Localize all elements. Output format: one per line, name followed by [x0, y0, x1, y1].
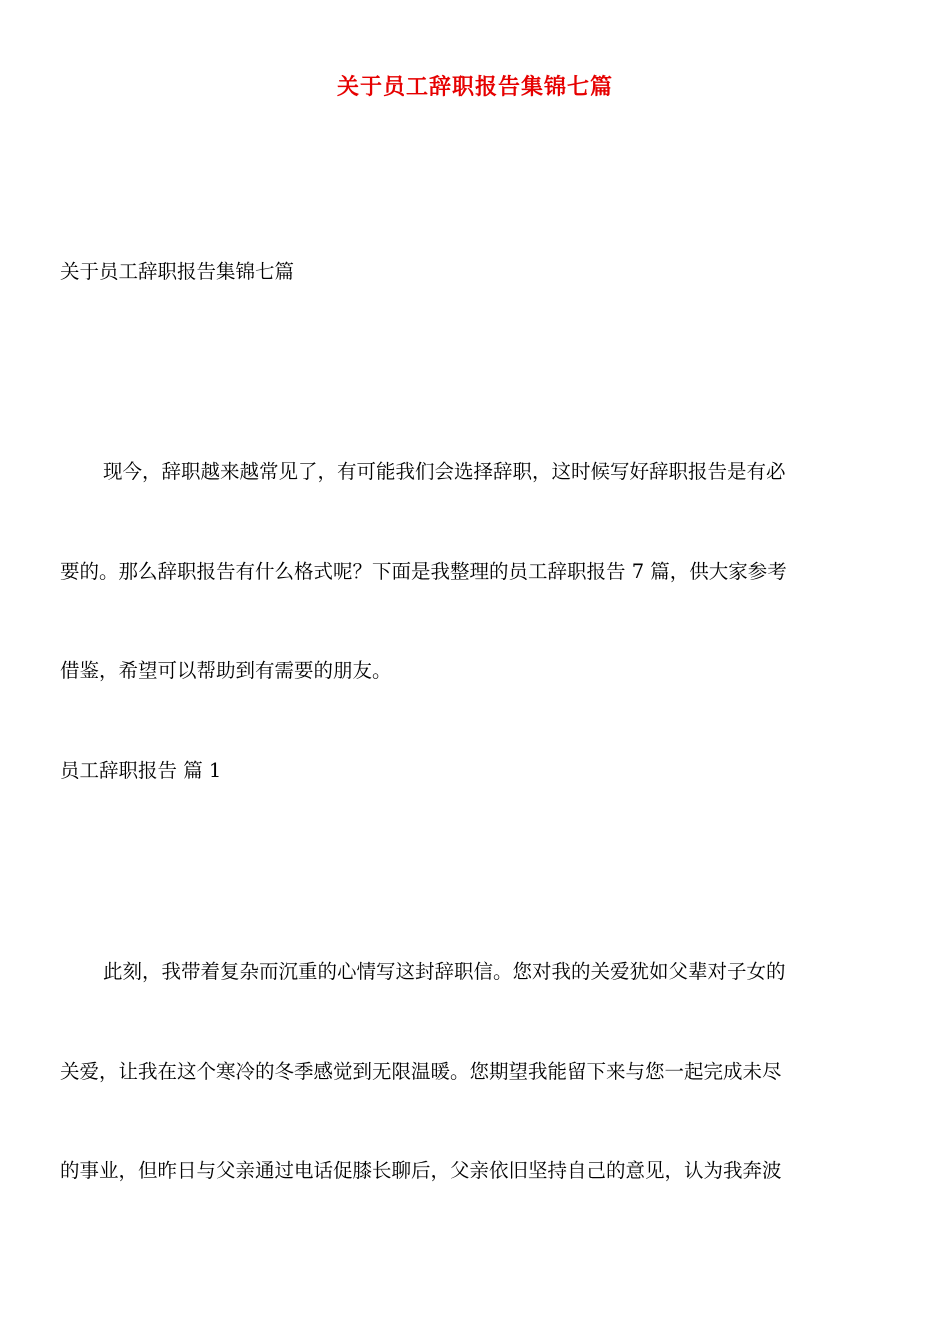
body-line-1: 此刻，我带着复杂而沉重的心情写这封辞职信。您对我的关爱犹如父辈对子女的	[103, 960, 786, 983]
intro-line-1: 现今，辞职越来越常见了，有可能我们会选择辞职，这时候写好辞职报告是有必	[103, 460, 786, 483]
intro-line-3: 借鉴，希望可以帮助到有需要的朋友。	[60, 659, 392, 682]
body-line-2: 关爱，让我在这个寒冷的冬季感觉到无限温暖。您期望我能留下来与您一起完成未尽	[60, 1060, 782, 1083]
intro-line-2: 要的。那么辞职报告有什么格式呢？下面是我整理的员工辞职报告 7 篇，供大家参考	[60, 560, 787, 583]
document-subtitle: 关于员工辞职报告集锦七篇	[60, 260, 295, 283]
section-heading: 员工辞职报告 篇 1	[60, 759, 222, 782]
body-line-3: 的事业，但昨日与父亲通过电话促膝长聊后，父亲依旧坚持自己的意见，认为我奔波	[60, 1159, 782, 1182]
document-title: 关于员工辞职报告集锦七篇	[336, 75, 613, 100]
